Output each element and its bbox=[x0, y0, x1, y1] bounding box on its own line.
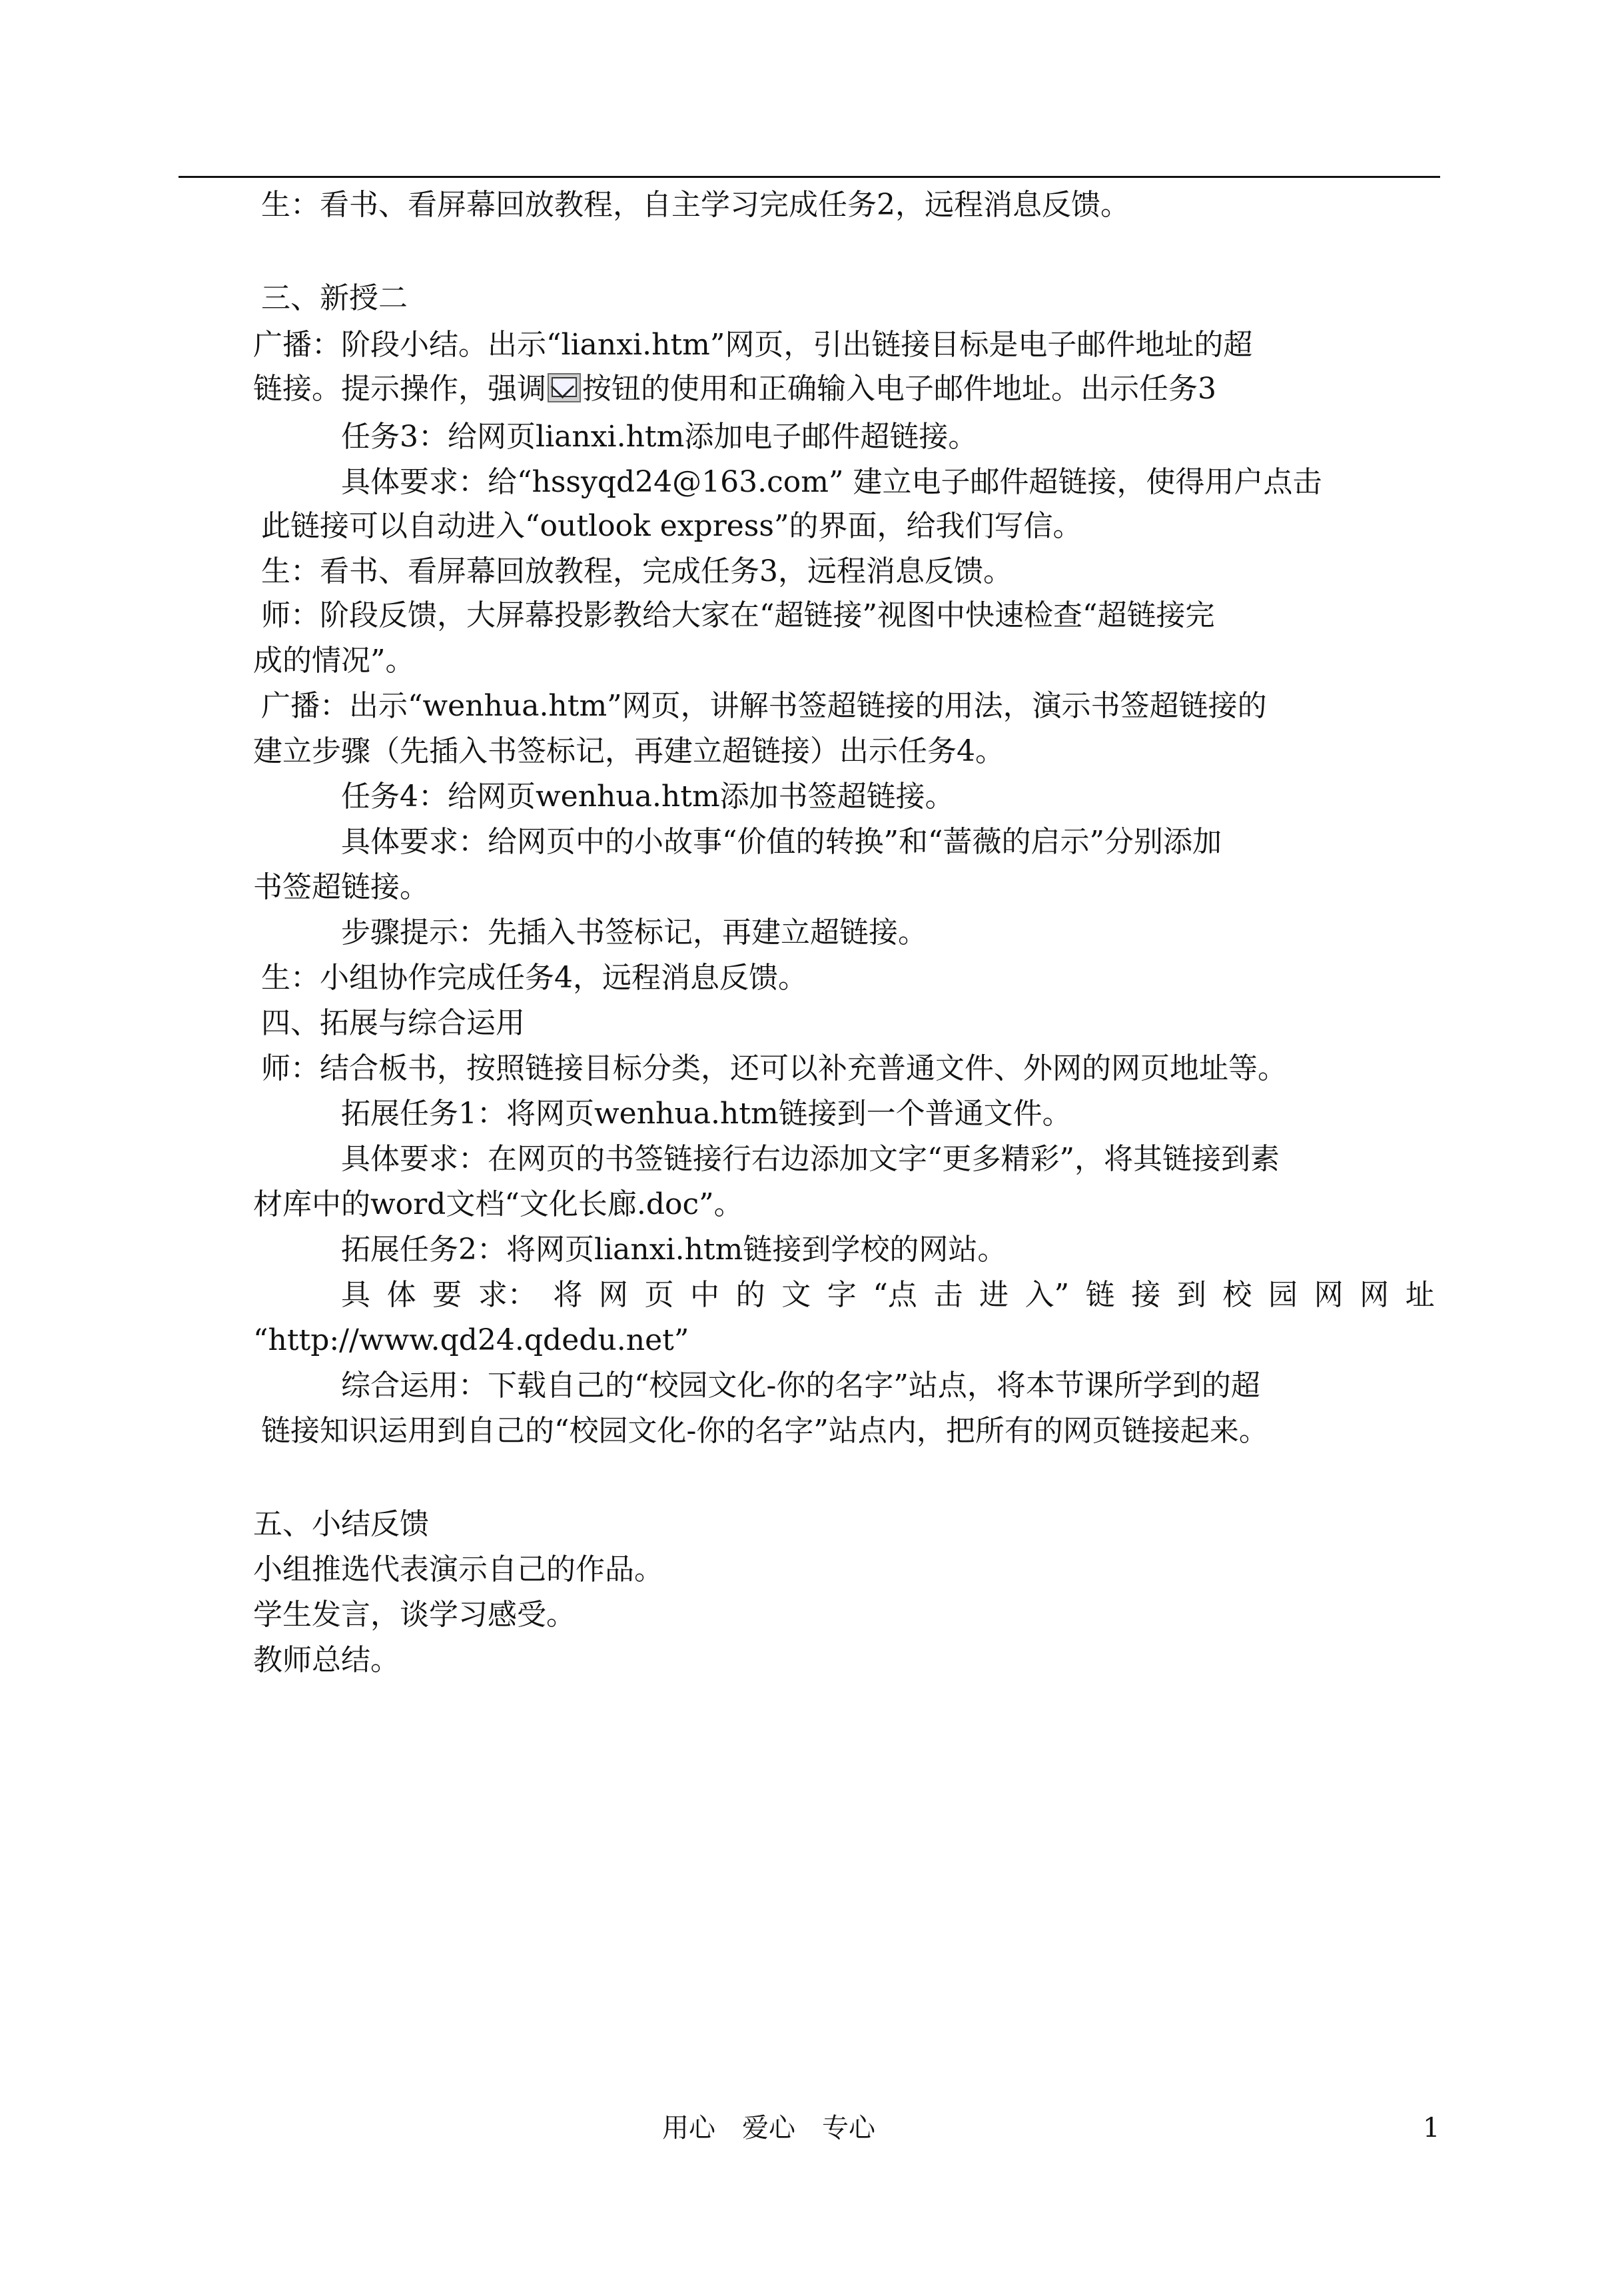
requirement-line: 具体要求：给网页中的小故事“价值的转换”和“蔷薇的启示”分别添加 bbox=[341, 825, 1222, 859]
task-line: 任务3：给网页lianxi.htm添加电子邮件超链接。 bbox=[341, 420, 978, 454]
paragraph-line: 成的情况”。 bbox=[253, 644, 415, 678]
paragraph-line: 综合运用：下载自己的“校园文化-你的名字”站点，将本节课所学到的超 bbox=[341, 1369, 1260, 1403]
paragraph-line: 材库中的word文档“文化长廊.doc”。 bbox=[253, 1187, 743, 1221]
paragraph-line: 广播：出示“wenhua.htm”网页，讲解书签超链接的用法，演示书签超链接的 bbox=[261, 689, 1267, 723]
paragraph-line: 建立步骤（先插入书签标记，再建立超链接）出示任务4。 bbox=[253, 734, 1005, 768]
paragraph-text: 按钮的使用和正确输入电子邮件地址。出示任务3 bbox=[582, 372, 1216, 406]
section-heading: 四、拓展与综合运用 bbox=[261, 1006, 525, 1040]
paragraph-line: 生：小组协作完成任务4，远程消息反馈。 bbox=[261, 961, 807, 995]
paragraph-line bbox=[253, 369, 1216, 409]
paragraph-line: 学生发言，谈学习感受。 bbox=[253, 1598, 576, 1632]
paragraph-line: 教师总结。 bbox=[253, 1643, 400, 1677]
task-line: 拓展任务2：将网页lianxi.htm链接到学校的网站。 bbox=[341, 1233, 1007, 1267]
paragraph-line: 书签超链接。 bbox=[253, 870, 429, 904]
paragraph-line: 师：阶段反馈，大屏幕投影教给大家在“超链接”视图中快速检查“超链接完 bbox=[261, 598, 1215, 632]
requirement-line: 具体要求：在网页的书签链接行右边添加文字“更多精彩”，将其链接到素 bbox=[341, 1142, 1280, 1176]
paragraph-line: 链接知识运用到自己的“校园文化-你的名字”站点内，把所有的网页链接起来。 bbox=[261, 1414, 1268, 1448]
url-line: “http://www.qd24.qdedu.net” bbox=[253, 1323, 689, 1357]
paragraph-line: 小组推选代表演示自己的作品。 bbox=[253, 1552, 663, 1586]
hint-line: 步骤提示：先插入书签标记，再建立超链接。 bbox=[341, 915, 927, 949]
section-heading: 五、小结反馈 bbox=[253, 1507, 429, 1541]
task-line: 任务4：给网页wenhua.htm添加书签超链接。 bbox=[341, 780, 955, 814]
paragraph-line: 师：结合板书，按照链接目标分类，还可以补充普通文件、外网的网页地址等。 bbox=[261, 1051, 1287, 1085]
email-button-icon bbox=[548, 373, 581, 402]
paragraph-line: 广播：阶段小结。出示“lianxi.htm”网页，引出链接目标是电子邮件地址的超 bbox=[253, 328, 1253, 362]
page-number: 1 bbox=[1423, 2113, 1440, 2143]
footer-motto: 用心 爱心 专心 bbox=[662, 2113, 875, 2143]
paragraph-line: 此链接可以自动进入“outlook express”的界面，给我们写信。 bbox=[261, 509, 1082, 543]
paragraph-text: 链接。提示操作，强调 bbox=[253, 372, 546, 406]
section-heading: 三、新授二 bbox=[261, 281, 408, 315]
header-rule bbox=[179, 176, 1440, 178]
task-line: 拓展任务1：将网页wenhua.htm链接到一个普通文件。 bbox=[341, 1097, 1072, 1131]
paragraph-line: 生：看书、看屏幕回放教程，完成任务3，远程消息反馈。 bbox=[261, 554, 1012, 588]
requirement-line: 具体要求：给“hssyqd24@163.com” 建立电子邮件超链接，使得用户点击 bbox=[341, 465, 1322, 499]
requirement-line-justified: 具 体 要 求： 将 网 页 中 的 文 字 “点 击 进 入” 链 接 到 校 园 网 网 址 bbox=[341, 1278, 1435, 1312]
paragraph-line: 生：看书、看屏幕回放教程，自主学习完成任务2，远程消息反馈。 bbox=[261, 188, 1130, 222]
